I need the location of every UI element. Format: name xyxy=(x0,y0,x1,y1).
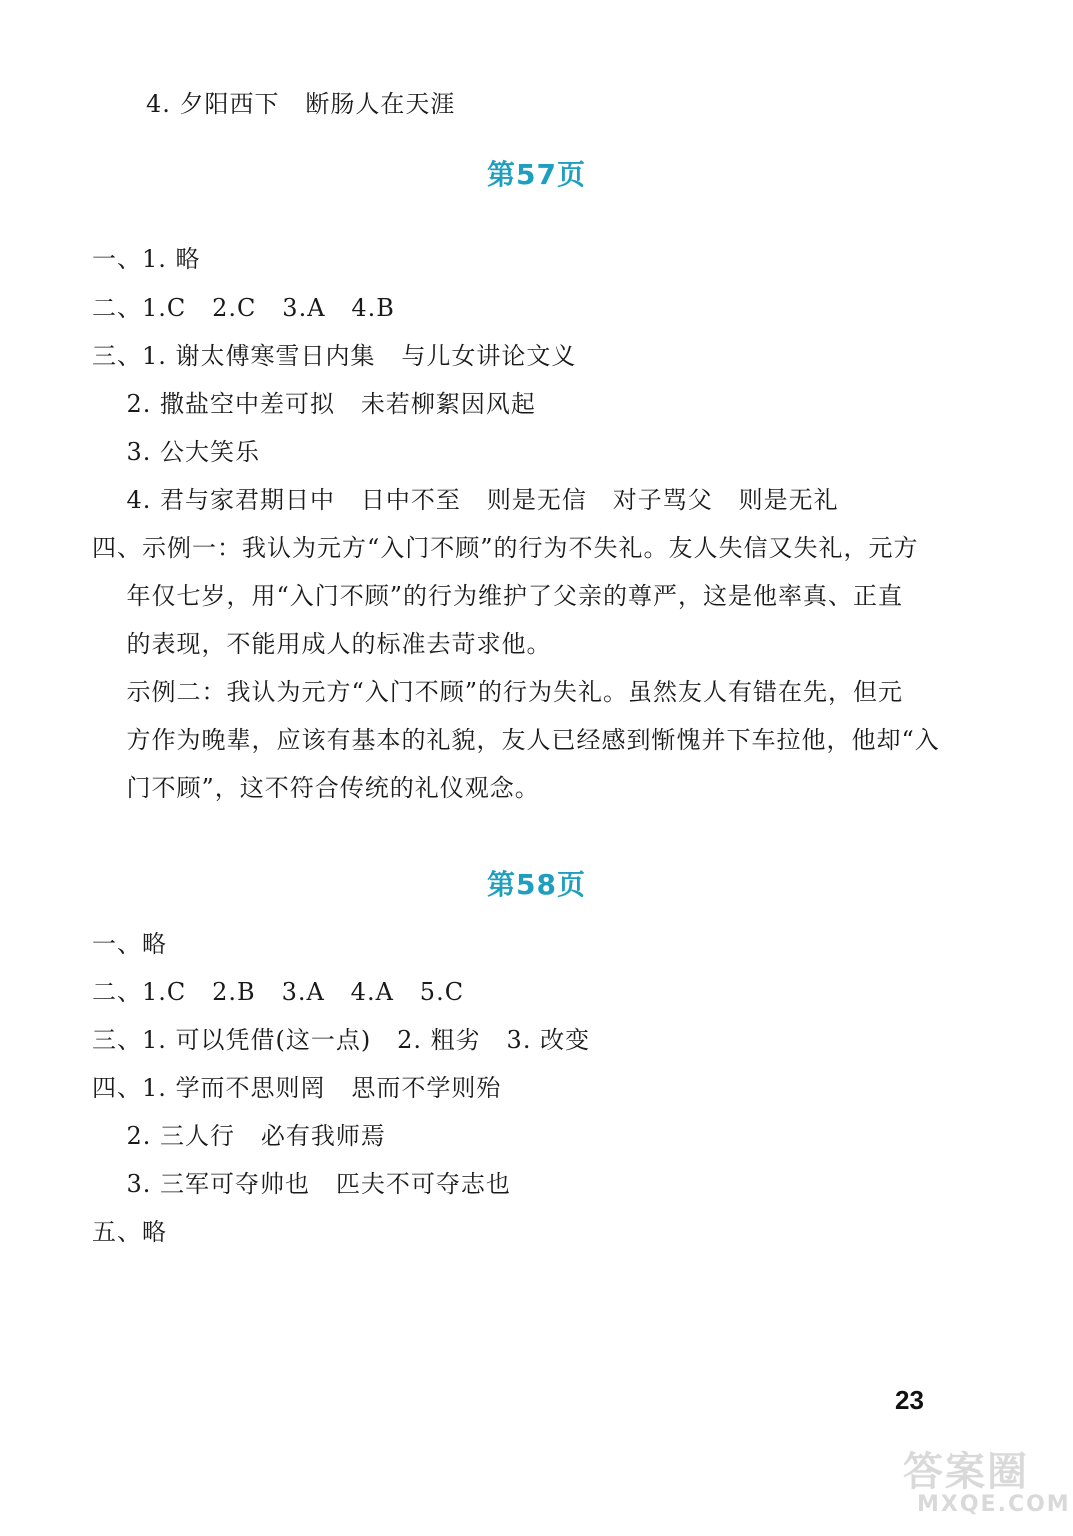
answer-line: 三、1. 谢太傅寒雪日内集 与儿女讲论文义 xyxy=(92,342,577,370)
answer-line: 示例二：我认为元方“入门不顾”的行为失礼。虽然友人有错在先，但元 xyxy=(92,678,904,706)
answer-line-top: 4. 夕阳西下 断肠人在天涯 xyxy=(146,90,456,118)
answer-line: 的表现，不能用成人的标准去苛求他。 xyxy=(92,630,552,658)
watermark-main-text: 答案圈 xyxy=(903,1449,1029,1495)
answer-line: 2. 撒盐空中差可拟 未若柳絮因风起 xyxy=(92,390,536,418)
watermark-url-text: MXQE.COM xyxy=(917,1492,1071,1517)
answer-line: 年仅七岁，用“入门不顾”的行为维护了父亲的尊严，这是他率真、正直 xyxy=(92,582,904,610)
answer-line: 四、1. 学而不思则罔 思而不学则殆 xyxy=(92,1074,502,1102)
answer-line: 方作为晚辈，应该有基本的礼貌，友人已经感到惭愧并下车拉他，他却“入 xyxy=(92,726,940,754)
page-number: 23 xyxy=(895,1385,924,1415)
answer-line: 3. 公大笑乐 xyxy=(92,438,261,466)
section-heading-p58: 第58页 xyxy=(487,868,586,901)
answer-line: 门不顾”，这不符合传统的礼仪观念。 xyxy=(92,774,540,802)
answer-line: 二、1.C 2.B 3.A 4.A 5.C xyxy=(92,978,465,1006)
watermark-logo xyxy=(895,1440,1071,1530)
answer-line: 四、示例一：我认为元方“入门不顾”的行为不失礼。友人失信又失礼，元方 xyxy=(92,534,919,562)
answer-line: 二、1.C 2.C 3.A 4.B xyxy=(92,294,395,322)
section-heading-p57: 第57页 xyxy=(487,158,586,191)
answer-line: 一、略 xyxy=(92,930,167,958)
answer-line: 一、1. 略 xyxy=(92,245,201,273)
answer-line: 三、1. 可以凭借(这一点) 2. 粗劣 3. 改变 xyxy=(92,1026,591,1054)
answer-line: 3. 三军可夺帅也 匹夫不可夺志也 xyxy=(92,1170,511,1198)
answer-line: 2. 三人行 必有我师焉 xyxy=(92,1122,386,1150)
answer-line: 五、略 xyxy=(92,1218,167,1246)
answer-line: 4. 君与家君期日中 日中不至 则是无信 对子骂父 则是无礼 xyxy=(92,486,839,514)
